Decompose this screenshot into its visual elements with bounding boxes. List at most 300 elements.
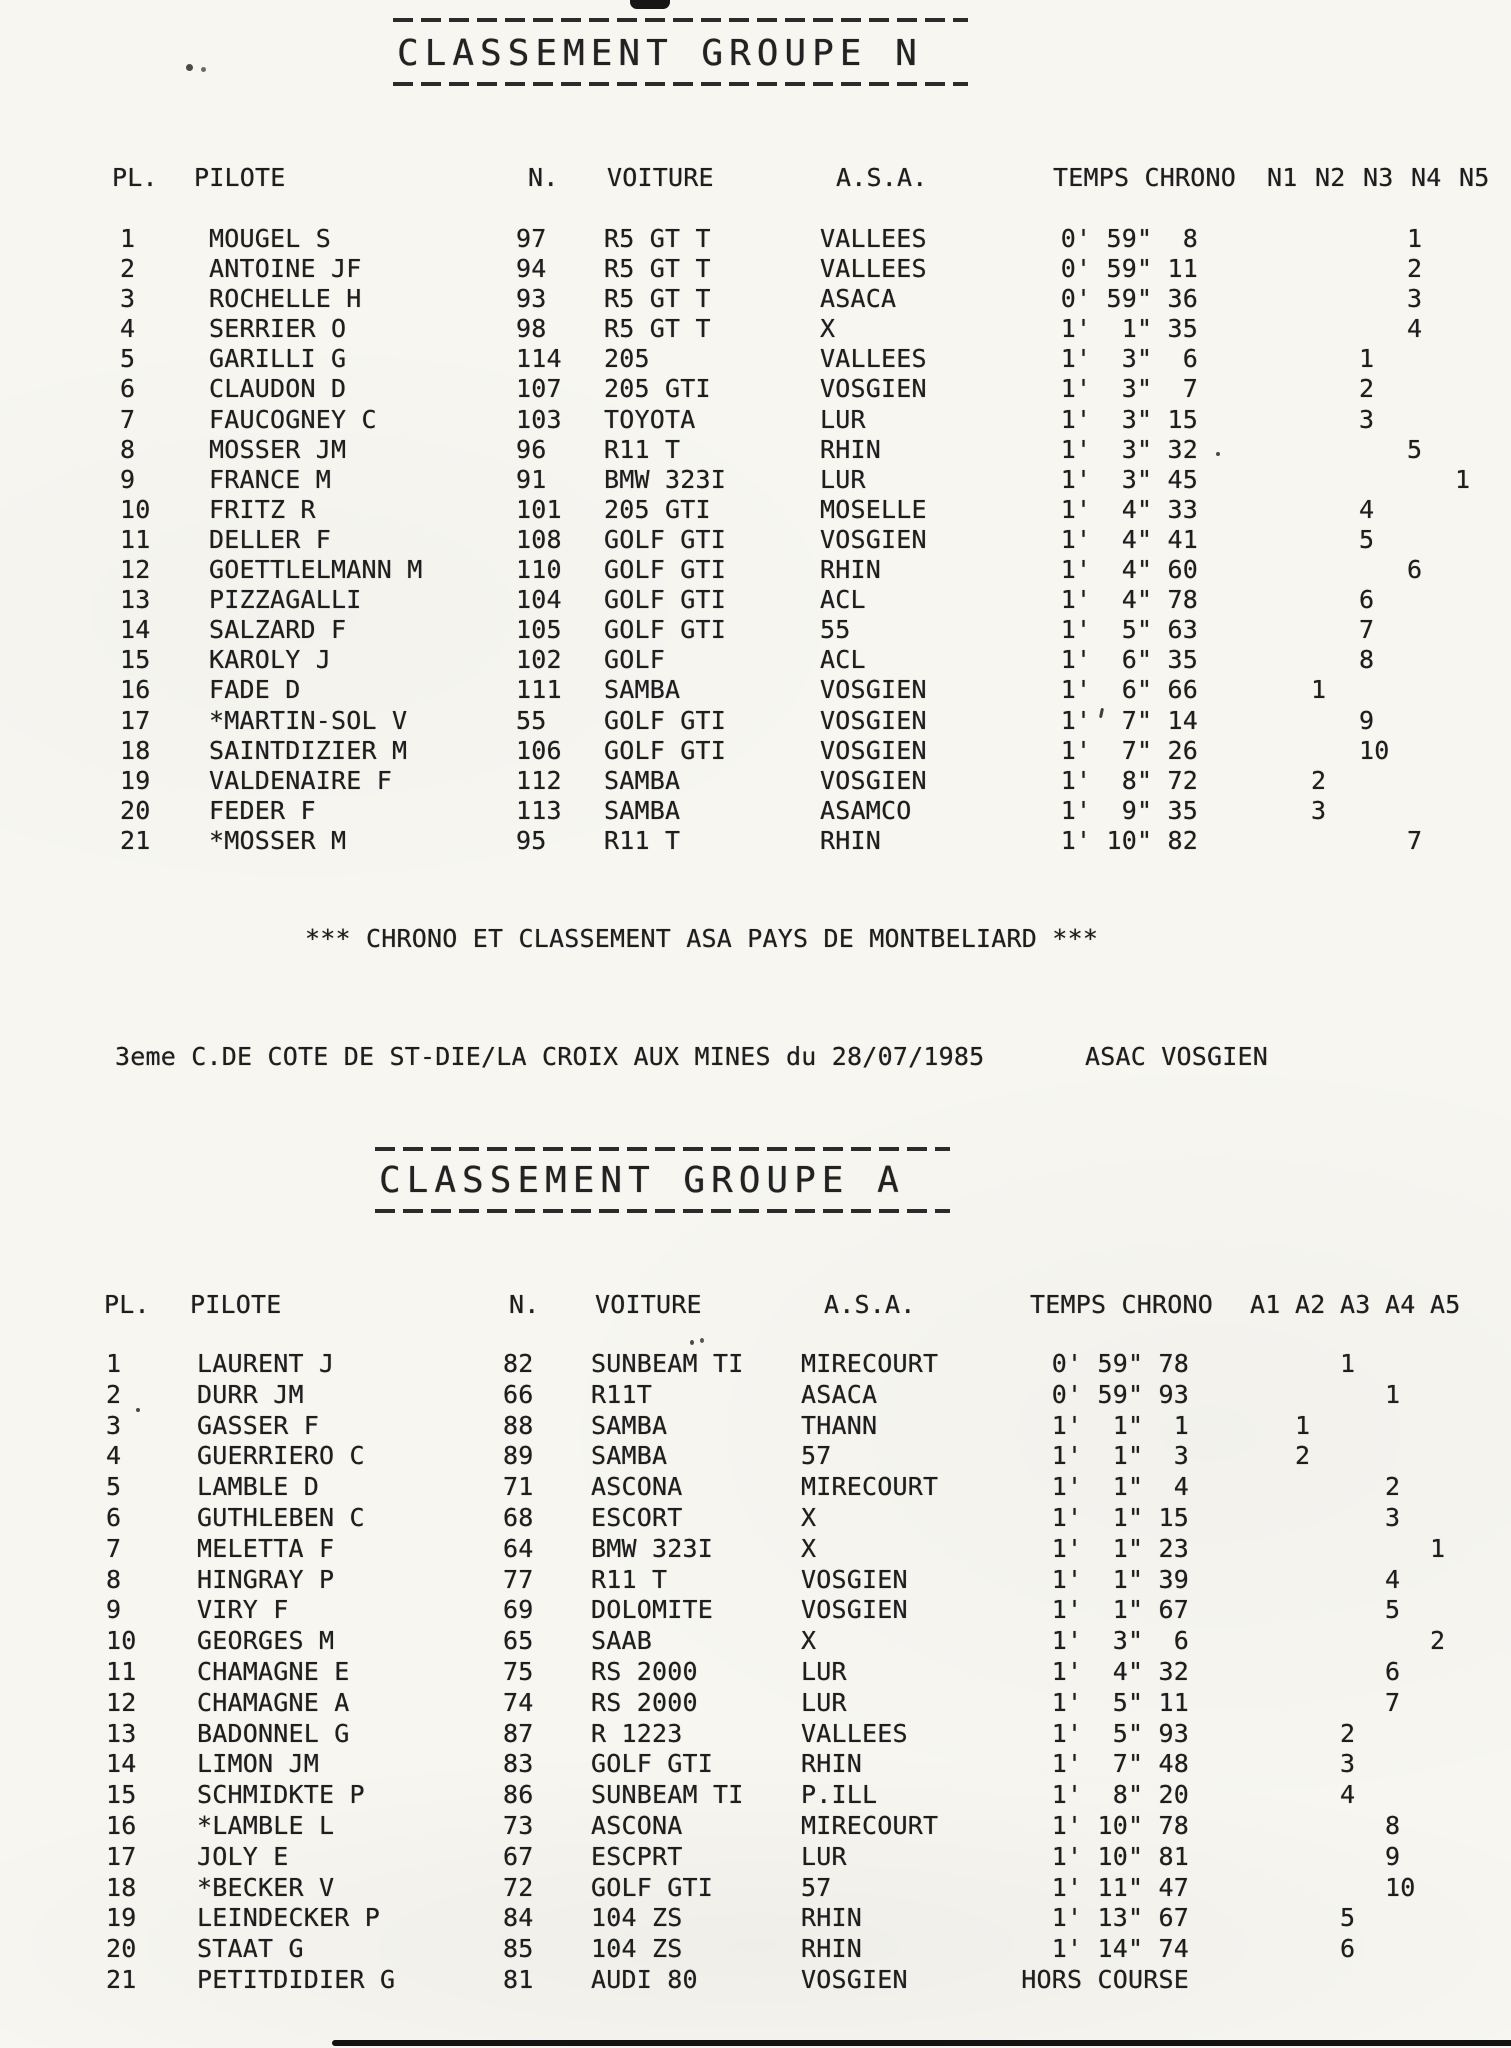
class-rank-cell: 1: [1359, 344, 1375, 374]
place-cell: 14: [120, 615, 151, 645]
pilot-cell: *LAMBLE L: [197, 1810, 335, 1840]
result-row: [0, 1811, 1511, 1842]
col-header-car-number: N.: [509, 1290, 540, 1319]
time-cell: 1' 11" 47: [1051, 1872, 1189, 1902]
class-rank-cell: 5: [1340, 1903, 1356, 1933]
result-row: [0, 465, 1511, 495]
car-number-cell: 71: [503, 1472, 534, 1502]
scan-speck: [186, 64, 193, 71]
result-row: [0, 1565, 1511, 1596]
car-model-cell: SAAB: [591, 1626, 653, 1656]
car-number-cell: 114: [516, 344, 562, 374]
result-row: [0, 826, 1511, 856]
car-number-cell: 74: [503, 1687, 534, 1717]
car-model-cell: 104 ZS: [591, 1934, 683, 1964]
time-cell: 1' 10" 81: [1051, 1841, 1189, 1871]
place-cell: 11: [120, 524, 151, 554]
place-cell: 6: [120, 374, 136, 404]
result-row: [0, 675, 1511, 705]
result-row: [0, 796, 1511, 826]
result-row: [0, 1626, 1511, 1657]
asa-cell: MOSELLE: [820, 494, 927, 524]
car-model-cell: RS 2000: [591, 1687, 698, 1717]
col-header-car-model: VOITURE: [607, 163, 714, 192]
time-cell: 1' 9" 35: [1060, 795, 1198, 825]
result-row: [0, 1934, 1511, 1965]
scan-edge-bar: [332, 2040, 1511, 2046]
scan-speck: [690, 1340, 694, 1345]
class-rank-cell: 3: [1407, 284, 1423, 314]
scan-smudge-top: [630, 0, 670, 9]
result-row: [0, 254, 1511, 284]
time-cell: 1' 1" 67: [1051, 1595, 1189, 1625]
result-row: [0, 1749, 1511, 1780]
car-number-cell: 89: [503, 1441, 534, 1471]
asa-cell: 57: [801, 1872, 832, 1902]
class-rank-cell: 2: [1311, 765, 1327, 795]
group-n-rows: [0, 224, 1511, 856]
pilot-cell: SERRIER O: [209, 314, 347, 344]
asa-cell: VALLEES: [820, 254, 927, 284]
asa-cell: VOSGIEN: [820, 374, 927, 404]
divider-dashes: [375, 1209, 950, 1213]
car-model-cell: GOLF GTI: [591, 1749, 714, 1779]
car-model-cell: 205 GTI: [604, 494, 711, 524]
pilot-cell: BADONNEL G: [197, 1718, 350, 1748]
pilot-cell: GUTHLEBEN C: [197, 1502, 365, 1532]
car-number-cell: 87: [503, 1718, 534, 1748]
car-number-cell: 105: [516, 615, 562, 645]
group-a-rows: [0, 1349, 1511, 1996]
place-cell: 5: [106, 1472, 122, 1502]
class-rank-cell: 7: [1359, 615, 1375, 645]
pilot-cell: SAINTDIZIER M: [209, 735, 408, 765]
pilot-cell: STAAT G: [197, 1934, 304, 1964]
place-cell: 18: [120, 735, 151, 765]
result-row: [0, 495, 1511, 525]
asa-cell: ASACA: [801, 1379, 878, 1409]
asa-cell: LUR: [820, 464, 866, 494]
result-row: [0, 645, 1511, 675]
time-cell: 1' 1" 35: [1060, 314, 1198, 344]
col-header-class-n4: N4: [1411, 163, 1442, 192]
asa-cell: P.ILL: [801, 1780, 878, 1810]
time-cell: 1' 1" 1: [1051, 1410, 1189, 1440]
result-row: [0, 1780, 1511, 1811]
pilot-cell: GEORGES M: [197, 1626, 335, 1656]
result-row: [0, 1380, 1511, 1411]
pilot-cell: CHAMAGNE E: [197, 1656, 350, 1686]
car-model-cell: ESCORT: [591, 1502, 683, 1532]
time-cell: 1' 14" 74: [1051, 1934, 1189, 1964]
asa-cell: VOSGIEN: [801, 1564, 908, 1594]
car-model-cell: R11 T: [591, 1564, 668, 1594]
car-number-cell: 88: [503, 1410, 534, 1440]
place-cell: 11: [106, 1656, 137, 1686]
car-number-cell: 96: [516, 434, 547, 464]
car-model-cell: ASCONA: [591, 1472, 683, 1502]
time-cell: 1' 3" 6: [1051, 1626, 1189, 1656]
car-model-cell: ASCONA: [591, 1810, 683, 1840]
time-cell: 0' 59" 11: [1060, 254, 1198, 284]
place-cell: 14: [106, 1749, 137, 1779]
place-cell: 15: [106, 1780, 137, 1810]
col-header-class-n1: N1: [1267, 163, 1298, 192]
car-number-cell: 85: [503, 1934, 534, 1964]
class-rank-cell: 9: [1385, 1841, 1401, 1871]
result-row: [0, 284, 1511, 314]
col-header-time: TEMPS CHRONO: [1030, 1290, 1214, 1319]
time-cell: 0' 59" 78: [1051, 1349, 1189, 1378]
car-number-cell: 86: [503, 1780, 534, 1810]
time-cell: 1' 3" 45: [1060, 464, 1198, 494]
car-model-cell: R11T: [591, 1379, 653, 1409]
pilot-cell: MOSSER JM: [209, 434, 347, 464]
place-cell: 4: [120, 314, 136, 344]
result-row: [0, 1595, 1511, 1626]
pilot-cell: ANTOINE JF: [209, 254, 362, 284]
asa-cell: X: [820, 314, 836, 344]
asa-cell: VOSGIEN: [820, 675, 927, 705]
place-cell: 2: [106, 1379, 122, 1409]
car-number-cell: 108: [516, 524, 562, 554]
car-model-cell: AUDI 80: [591, 1964, 698, 1994]
result-row: [0, 1534, 1511, 1565]
pilot-cell: CLAUDON D: [209, 374, 347, 404]
asa-cell: LUR: [820, 404, 866, 434]
car-model-cell: SUNBEAM TI: [591, 1780, 744, 1810]
car-model-cell: 205 GTI: [604, 374, 711, 404]
car-model-cell: RS 2000: [591, 1656, 698, 1686]
car-model-cell: BMW 323I: [591, 1533, 714, 1563]
time-cell: 1' 4" 41: [1060, 524, 1198, 554]
result-row: [0, 1719, 1511, 1750]
place-cell: 15: [120, 645, 151, 675]
class-rank-cell: 1: [1340, 1349, 1356, 1378]
pilot-cell: LAMBLE D: [197, 1472, 320, 1502]
place-cell: 16: [120, 675, 151, 705]
asa-cell: 55: [820, 615, 851, 645]
place-cell: 19: [106, 1903, 137, 1933]
asa-cell: LUR: [801, 1687, 847, 1717]
place-cell: 17: [106, 1841, 137, 1871]
time-cell: 1' 5" 11: [1051, 1687, 1189, 1717]
asa-cell: MIRECOURT: [801, 1472, 939, 1502]
time-cell: 1' 5" 93: [1051, 1718, 1189, 1748]
place-cell: 18: [106, 1872, 137, 1902]
place-cell: 19: [120, 765, 151, 795]
pilot-cell: GARILLI G: [209, 344, 347, 374]
place-cell: 4: [106, 1441, 122, 1471]
class-rank-cell: 2: [1359, 374, 1375, 404]
car-number-cell: 101: [516, 494, 562, 524]
car-number-cell: 107: [516, 374, 562, 404]
pilot-cell: VALDENAIRE F: [209, 765, 393, 795]
time-cell: 1' 4" 33: [1060, 494, 1198, 524]
car-model-cell: GOLF GTI: [604, 615, 727, 645]
class-rank-cell: 7: [1407, 825, 1423, 855]
place-cell: 13: [106, 1718, 137, 1748]
car-number-cell: 83: [503, 1749, 534, 1779]
result-row: [0, 1472, 1511, 1503]
time-cell: 1' 1" 23: [1051, 1533, 1189, 1563]
result-row: [0, 1842, 1511, 1873]
asa-cell: ACL: [820, 645, 866, 675]
place-cell: 7: [106, 1533, 122, 1563]
pilot-cell: MELETTA F: [197, 1533, 335, 1563]
car-model-cell: SAMBA: [604, 675, 681, 705]
result-row: [0, 1903, 1511, 1934]
asa-cell: MIRECOURT: [801, 1349, 939, 1378]
car-number-cell: 97: [516, 224, 547, 253]
car-model-cell: R5 GT T: [604, 314, 711, 344]
place-cell: 21: [120, 825, 151, 855]
car-model-cell: DOLOMITE: [591, 1595, 714, 1625]
col-header-pilot: PILOTE: [194, 163, 286, 192]
class-rank-cell: 4: [1359, 494, 1375, 524]
car-model-cell: R5 GT T: [604, 254, 711, 284]
result-row: [0, 1873, 1511, 1904]
pilot-cell: LIMON JM: [197, 1749, 320, 1779]
car-number-cell: 66: [503, 1379, 534, 1409]
place-cell: 12: [120, 555, 151, 585]
place-cell: 3: [106, 1410, 122, 1440]
result-row: [0, 1657, 1511, 1688]
place-cell: 3: [120, 284, 136, 314]
place-cell: 5: [120, 344, 136, 374]
place-cell: 10: [120, 494, 151, 524]
place-cell: 8: [106, 1564, 122, 1594]
car-number-cell: 91: [516, 464, 547, 494]
time-cell: 0' 59" 8: [1060, 224, 1198, 253]
asa-cell: X: [801, 1533, 817, 1563]
asa-cell: X: [801, 1626, 817, 1656]
car-model-cell: GOLF GTI: [591, 1872, 714, 1902]
col-header-class-a1: A1: [1250, 1290, 1281, 1319]
car-model-cell: GOLF GTI: [604, 524, 727, 554]
asa-cell: MIRECOURT: [801, 1810, 939, 1840]
class-rank-cell: 1: [1407, 224, 1423, 253]
group-a-header-row: [0, 1290, 1511, 1320]
pilot-cell: DELLER F: [209, 524, 332, 554]
event-title: 3eme C.DE COTE DE ST-DIE/LA CROIX AUX MINES du 28/07/1985: [115, 1042, 985, 1071]
car-number-cell: 106: [516, 735, 562, 765]
pilot-cell: KAROLY J: [209, 645, 332, 675]
place-cell: 17: [120, 705, 151, 735]
time-cell: 1' 1" 39: [1051, 1564, 1189, 1594]
place-cell: 20: [120, 795, 151, 825]
car-number-cell: 98: [516, 314, 547, 344]
place-cell: 10: [106, 1626, 137, 1656]
class-rank-cell: 1: [1455, 464, 1471, 494]
pilot-cell: MOUGEL S: [209, 224, 332, 253]
col-header-class-n5: N5: [1459, 163, 1490, 192]
result-row: [0, 374, 1511, 404]
divider-dashes: [393, 82, 968, 86]
place-cell: 12: [106, 1687, 137, 1717]
class-rank-cell: 3: [1385, 1502, 1401, 1532]
result-row: [0, 1349, 1511, 1380]
asa-cell: VOSGIEN: [820, 735, 927, 765]
pilot-cell: VIRY F: [197, 1595, 289, 1625]
pilot-cell: JOLY E: [197, 1841, 289, 1871]
car-model-cell: SUNBEAM TI: [591, 1349, 744, 1378]
class-rank-cell: 6: [1385, 1656, 1401, 1686]
time-cell: 1' 7" 14: [1060, 705, 1198, 735]
car-number-cell: 110: [516, 555, 562, 585]
col-header-class-n2: N2: [1315, 163, 1346, 192]
time-cell: 1' 10" 78: [1051, 1810, 1189, 1840]
place-cell: 8: [120, 434, 136, 464]
class-rank-cell: 4: [1407, 314, 1423, 344]
asa-cell: VALLEES: [801, 1718, 908, 1748]
place-cell: 7: [120, 404, 136, 434]
pilot-cell: SALZARD F: [209, 615, 347, 645]
place-cell: 16: [106, 1810, 137, 1840]
class-rank-cell: 1: [1430, 1533, 1446, 1563]
car-model-cell: SAMBA: [591, 1410, 668, 1440]
car-number-cell: 65: [503, 1626, 534, 1656]
class-rank-cell: 2: [1430, 1626, 1446, 1656]
car-number-cell: 112: [516, 765, 562, 795]
asa-cell: RHIN: [801, 1903, 863, 1933]
asa-cell: RHIN: [801, 1934, 863, 1964]
col-header-pilot: PILOTE: [190, 1290, 282, 1319]
car-number-cell: 69: [503, 1595, 534, 1625]
pilot-cell: FRANCE M: [209, 464, 332, 494]
place-cell: 1: [106, 1349, 122, 1378]
pilot-cell: *BECKER V: [197, 1872, 335, 1902]
car-number-cell: 82: [503, 1349, 534, 1378]
result-row: [0, 314, 1511, 344]
result-row: [0, 706, 1511, 736]
class-rank-cell: 5: [1385, 1595, 1401, 1625]
class-rank-cell: 10: [1385, 1872, 1416, 1902]
pilot-cell: LAURENT J: [197, 1349, 335, 1378]
car-number-cell: 73: [503, 1810, 534, 1840]
place-cell: 2: [120, 254, 136, 284]
class-rank-cell: 3: [1340, 1749, 1356, 1779]
class-rank-cell: 8: [1385, 1810, 1401, 1840]
class-rank-cell: 2: [1385, 1472, 1401, 1502]
place-cell: 6: [106, 1502, 122, 1532]
result-row: [0, 1503, 1511, 1534]
car-number-cell: 81: [503, 1964, 534, 1994]
car-model-cell: R5 GT T: [604, 224, 711, 253]
result-row: [0, 344, 1511, 374]
class-rank-cell: 8: [1359, 645, 1375, 675]
asa-cell: RHIN: [801, 1749, 863, 1779]
time-cell: 1' 8" 20: [1051, 1780, 1189, 1810]
car-number-cell: 68: [503, 1502, 534, 1532]
time-cell: 1' 5" 63: [1060, 615, 1198, 645]
class-rank-cell: 9: [1359, 705, 1375, 735]
result-row: [0, 615, 1511, 645]
car-number-cell: 84: [503, 1903, 534, 1933]
time-cell: 1' 1" 15: [1051, 1502, 1189, 1532]
car-number-cell: 93: [516, 284, 547, 314]
col-header-time: TEMPS CHRONO: [1053, 163, 1237, 192]
time-cell: 1' 4" 32: [1051, 1656, 1189, 1686]
result-row: [0, 405, 1511, 435]
car-number-cell: 102: [516, 645, 562, 675]
time-cell: 1' 7" 26: [1060, 735, 1198, 765]
time-cell: 1' 4" 60: [1060, 555, 1198, 585]
group-n-title: CLASSEMENT GROUPE N: [397, 33, 923, 74]
col-header-asa: A.S.A.: [824, 1290, 916, 1319]
car-model-cell: R11 T: [604, 434, 681, 464]
time-cell: 1' 13" 67: [1051, 1903, 1189, 1933]
car-number-cell: 95: [516, 825, 547, 855]
asa-cell: LUR: [801, 1656, 847, 1686]
col-header-class-a5: A5: [1430, 1290, 1461, 1319]
pilot-cell: ROCHELLE H: [209, 284, 362, 314]
group-a-title: CLASSEMENT GROUPE A: [379, 1160, 905, 1201]
class-rank-cell: 3: [1359, 404, 1375, 434]
result-row: [0, 555, 1511, 585]
result-row: [0, 1411, 1511, 1442]
time-cell: HORS COURSE: [1021, 1964, 1189, 1994]
pilot-cell: SCHMIDKTE P: [197, 1780, 365, 1810]
time-cell: 0' 59" 93: [1051, 1379, 1189, 1409]
time-cell: 1' 10" 82: [1060, 825, 1198, 855]
pilot-cell: FRITZ R: [209, 494, 316, 524]
place-cell: 13: [120, 585, 151, 615]
place-cell: 1: [120, 224, 136, 253]
car-model-cell: GOLF GTI: [604, 585, 727, 615]
time-cell: 1' 1" 3: [1051, 1441, 1189, 1471]
asa-cell: ACL: [820, 585, 866, 615]
time-cell: 0' 59" 36: [1060, 284, 1198, 314]
result-row: [0, 435, 1511, 465]
class-rank-cell: 2: [1340, 1718, 1356, 1748]
class-rank-cell: 6: [1359, 585, 1375, 615]
asa-cell: RHIN: [820, 825, 882, 855]
pilot-cell: LEINDECKER P: [197, 1903, 381, 1933]
result-row: [0, 736, 1511, 766]
asa-cell: VOSGIEN: [820, 765, 927, 795]
pilot-cell: GUERRIERO C: [197, 1441, 365, 1471]
car-model-cell: GOLF GTI: [604, 705, 727, 735]
result-row: [0, 1441, 1511, 1472]
asa-cell: ASACA: [820, 284, 897, 314]
car-model-cell: 104 ZS: [591, 1903, 683, 1933]
result-row: [0, 766, 1511, 796]
time-cell: 1' 6" 35: [1060, 645, 1198, 675]
asa-cell: X: [801, 1502, 817, 1532]
class-rank-cell: 6: [1340, 1934, 1356, 1964]
pilot-cell: *MARTIN-SOL V: [209, 705, 408, 735]
car-model-cell: GOLF GTI: [604, 735, 727, 765]
asa-cell: VALLEES: [820, 224, 927, 253]
pilot-cell: FEDER F: [209, 795, 316, 825]
asa-cell: THANN: [801, 1410, 878, 1440]
car-model-cell: SAMBA: [591, 1441, 668, 1471]
result-row: [0, 585, 1511, 615]
car-number-cell: 94: [516, 254, 547, 284]
car-number-cell: 77: [503, 1564, 534, 1594]
car-number-cell: 67: [503, 1841, 534, 1871]
time-cell: 1' 3" 15: [1060, 404, 1198, 434]
car-number-cell: 72: [503, 1872, 534, 1902]
asa-cell: LUR: [801, 1841, 847, 1871]
car-number-cell: 104: [516, 585, 562, 615]
class-rank-cell: 2: [1295, 1441, 1311, 1471]
asa-cell: VOSGIEN: [801, 1964, 908, 1994]
car-number-cell: 111: [516, 675, 562, 705]
pilot-cell: DURR JM: [197, 1379, 304, 1409]
car-number-cell: 75: [503, 1656, 534, 1686]
